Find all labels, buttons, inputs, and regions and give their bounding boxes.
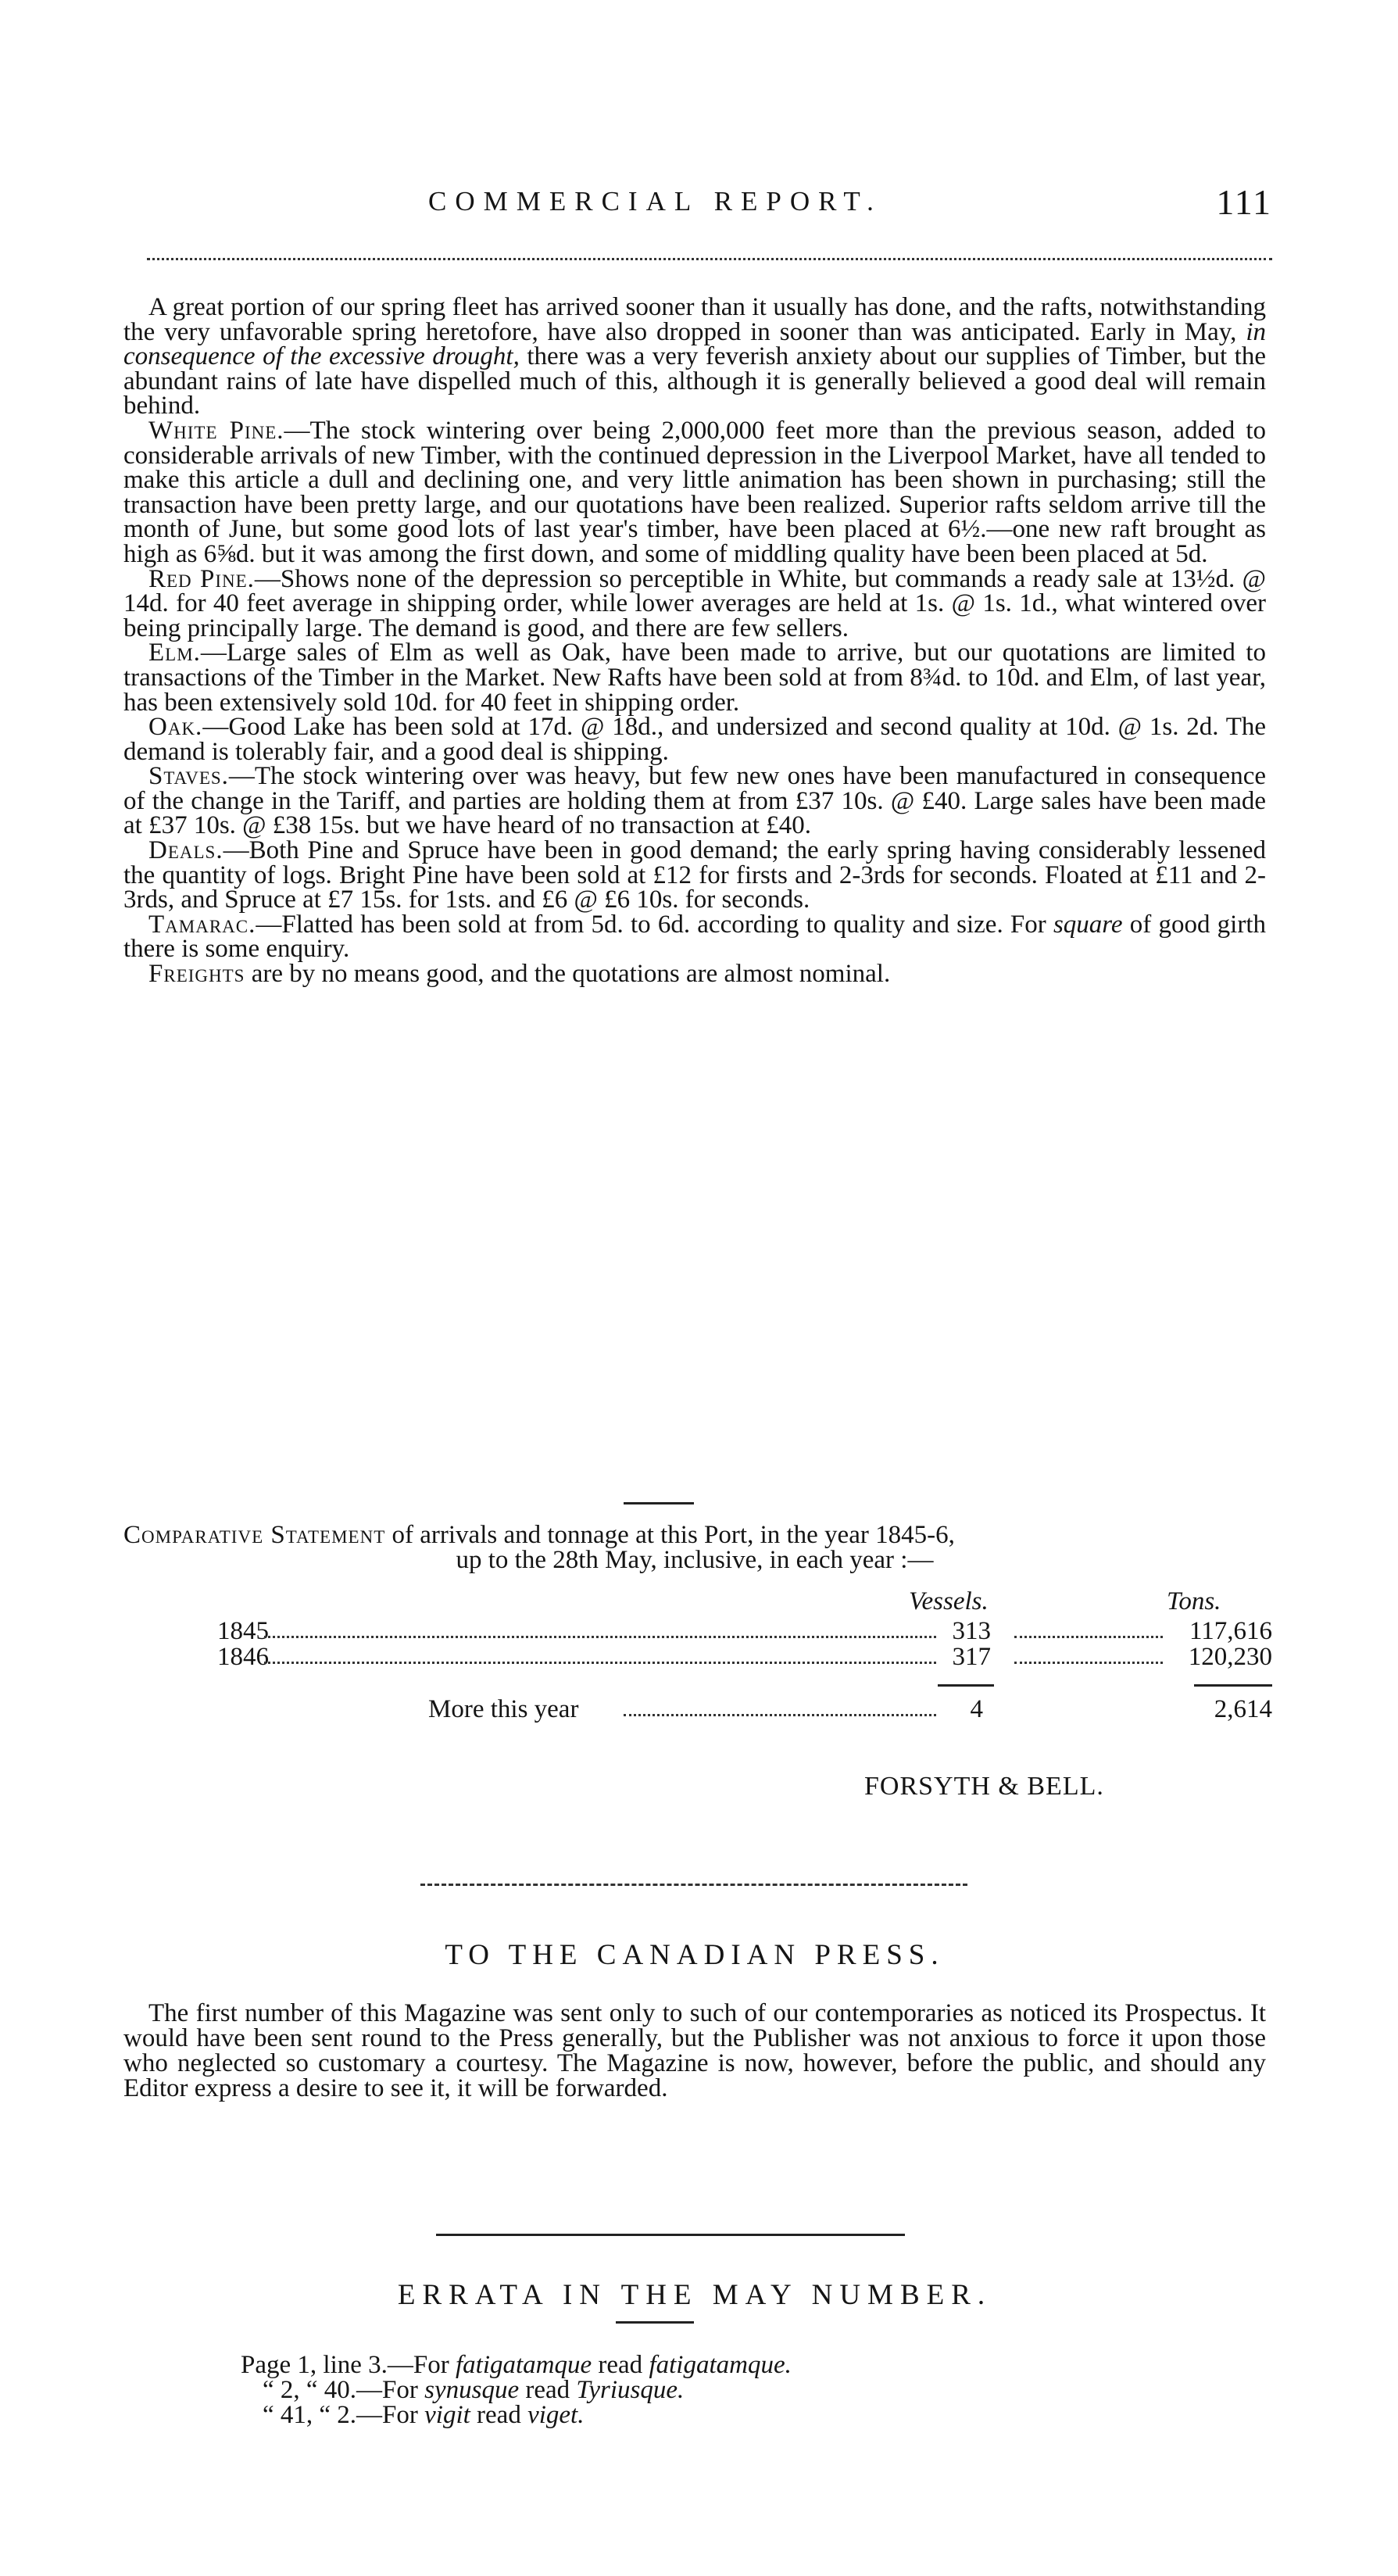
section-divider — [616, 2321, 694, 2324]
intro-paragraph: A great portion of our spring fleet has arrived sooner than it usually has done, and the rafts, notwithstanding the very unfavorable spring heretofore, have also dropped in sooner than was anticipated. Early in May, in consequence of the excessive drought, there was a very feverish anxiety about our supplies of Timber, but the abundant rains of late have dispelled much of this, although it is generally believed a good deal will remain behind. — [123, 293, 1267, 420]
table-total-row: More this year 4 2,614 — [428, 1695, 1272, 1723]
elm-label: Elm. — [148, 639, 201, 667]
table-header-row — [217, 1589, 1272, 1619]
staves-paragraph: Staves.—The stock wintering over was heavy, but few new ones have been manufactured in consequence of the change in the Tariff, and parties are holding them at from £37 10s. @ £40. Large sales have been made at £37 10s. @ £38 15s. but we have heard of no transaction at £40. — [123, 762, 1266, 840]
column-header-vessels: Vessels. — [909, 1587, 989, 1615]
section-divider — [624, 1502, 694, 1504]
tamarac-label: Tamarac. — [148, 910, 256, 939]
section-divider — [420, 1884, 967, 1886]
deals-paragraph: Deals.—Both Pine and Spruce have been in good demand; the early spring having considerably lessened the quantity of logs. Bright Pine have been sold at £12 for firsts and 2-3rds for seconds. Floated at £11 and 2-3rds, and Spruce at £7 15s. for 1sts. and £6 @ £6 10s. for seconds. — [123, 836, 1266, 914]
header-rule — [147, 258, 1272, 260]
table-row: 1845 313 117,616 — [217, 1617, 1272, 1645]
freights-paragraph: Freights are by no means good, and the quotations are almost nominal. — [148, 960, 891, 989]
oak-label: Oak. — [148, 713, 203, 742]
comparative-statement-table — [217, 1589, 1272, 1723]
elm-paragraph: Elm.—Large sales of Elm as well as Oak, have been made to arrive, but our quotations are limited to transactions of the Timber in the Market. New Rafts have been sold at from 8¾d. to 10d. and Elm, of last year, has been extensively sold 10d. for 40 feet in shipping order. — [123, 639, 1266, 717]
errata-item: “ 2, “ 40.—For synusque read Tyriusque. — [263, 2376, 685, 2404]
running-title: COMMERCIAL REPORT. — [428, 186, 882, 216]
total-rules — [217, 1670, 1272, 1697]
column-header-tons: Tons. — [1167, 1587, 1221, 1615]
white-pine-label: White Pine. — [148, 416, 284, 445]
signature: FORSYTH & BELL. — [864, 1772, 1104, 1801]
errata-item: “ 41, “ 2.—For vigit read viget. — [263, 2401, 585, 2429]
tamarac-paragraph: Tamarac.—Flatted has been sold at from 5d. to 6d. according to quality and size. For square of good girth there is some enquiry. — [123, 910, 1266, 964]
deals-label: Deals. — [148, 836, 223, 865]
page-number: 111 — [1216, 182, 1272, 222]
canadian-press-heading: TO THE CANADIAN PRESS. — [445, 1939, 945, 1971]
table-row: 1846 317 120,230 — [217, 1643, 1272, 1671]
errata-item: Page 1, line 3.—For fatigatamque read fatigatamque. — [241, 2351, 792, 2379]
oak-paragraph: Oak.—Good Lake has been sold at 17d. @ 18d., and undersized and second quality at 10d. @ 1s. 2d. The demand is tolerably fair, and a good deal is shipping. — [123, 713, 1266, 766]
section-divider — [436, 2234, 905, 2236]
errata-heading: ERRATA IN THE MAY NUMBER. — [397, 2279, 992, 2311]
running-header — [123, 182, 1280, 233]
white-pine-paragraph: White Pine.—The stock wintering over being 2,000,000 feet more than the previous season, added to considerable arrivals of new Timber, with the continued depression in the Liverpool Market, have all tended to make this article a dull and declining one, and very little animation has been shown in purchasing; still the transaction have been pretty large, and our quotations have been realized. Superior rafts seldom arrive till the month of June, but some good lots of last year's timber, have been placed at 6½.—one new raft brought as high as 6⅝d. but it was among the first down, and some of middling quality have been been placed at 5d. — [123, 416, 1266, 568]
staves-label: Staves. — [148, 762, 229, 791]
document-page — [123, 0, 1280, 2576]
errata-list — [241, 2352, 792, 2428]
canadian-press-notice: The first number of this Magazine was sent only to such of our contemporaries as noticed its Prospectus. It would have been sent round to the Press generally, but the Publisher was not anxious to force it upon those who neglected so customary a courtesy. The Magazine is now, however, before the public, and should any Editor express a desire to see it, it will be forwarded. — [123, 1999, 1266, 2102]
comparative-statement-heading: Comparative Statement of arrivals and tonnage at this Port, in the year 1845-6, up to the 28th May, inclusive, in each year :— — [123, 1521, 955, 1574]
freights-label: Freights — [148, 960, 245, 989]
red-pine-label: Red Pine. — [148, 564, 255, 593]
red-pine-paragraph: Red Pine.—Shows none of the depression so perceptible in White, but commands a ready sale at 13½d. @ 14d. for 40 feet average in shipping order, while lower averages are held at 1s. @ 1s. 1d., what wintered over being principally large. The demand is good, and there are few sellers. — [123, 564, 1266, 642]
commercial-report-body — [123, 295, 1266, 987]
